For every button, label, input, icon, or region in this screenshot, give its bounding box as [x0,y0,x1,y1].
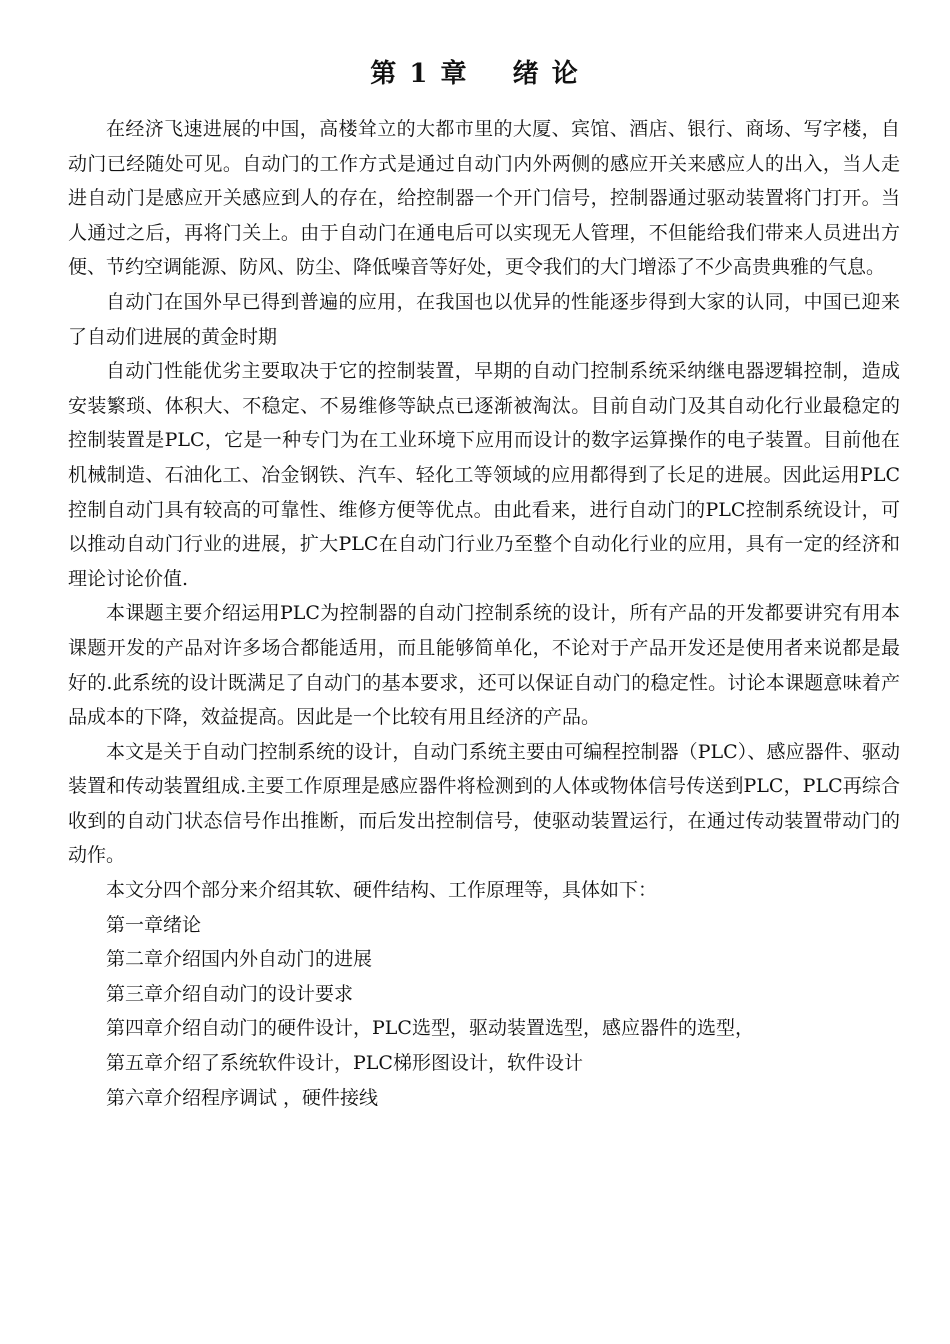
outline-item: 第六章介绍程序调试 ，硬件接线 [106,1086,379,1109]
outline-item: 第一章绪论 [106,913,202,936]
paragraph-topic-purpose: 本课题主要介绍运用PLC为控制器的自动门控制系统的设计，所有产品的开发都要讲究有用本课题开发的产品对许多场合都能适用，而且能够简单化，不论对于产品开发还是使用者来说都是最好的.此系统的设计既满足了自动门的基本要求，还可以保证自动门的稳定性。讨论本课题意味着产品成本的下降，效益提高。因此是一个比较有用且经济的产品。 [68,602,900,729]
outline-item: 第三章介绍自动门的设计要求 [106,982,354,1005]
paragraph-intro: 在经济飞速进展的中国，高楼耸立的大都市里的大厦、宾馆、酒店、银行、商场、写字楼，自动门已经随处可见。自动门的工作方式是通过自动门内外两侧的感应开关来感应人的出入，当人走进自动门是感应开关感应到人的存在，给控制器一个开门信号，控制器通过驱动装置将门打开。当人通过之后，再将门关上。由于自动门在通电后可以实现无人管理，不但能给我们带来人员进出方便、节约空调能源、防风、防尘、降低噪音等好处，更令我们的大门增添了不少高贵典雅的气息。 [68,118,900,279]
chapter-title: 第 1 章 绪 论 [370,59,580,89]
paragraph-system-overview: 本文是关于自动门控制系统的设计，自动门系统主要由可编程控制器（PLC）、感应器件、驱动装置和传动装置组成.主要工作原理是感应器件将检测到的人体或物体信号传送到PLC，PLC再综合收到的自动门状态信号作出推断，而后发出控制信号，使驱动装置运行，在通过传动装置带动门的动作。 [68,740,900,867]
chapter-body [68,112,900,1115]
paragraph-domestic-adoption: 自动门在国外早已得到普遍的应用，在我国也以优异的性能逐步得到大家的认同，中国已迎来了自动们进展的黄金时期 [68,290,900,348]
outline-item: 第二章介绍国内外自动门的进展 [106,948,373,971]
outline-item: 第五章介绍了系统软件设计，PLC梯形图设计，软件设计 [106,1052,583,1075]
outline-item: 第四章介绍自动门的硬件设计，PLC选型，驱动装置选型，感应器件的选型， [106,1017,754,1040]
chapter-outline [68,873,900,1115]
paragraph-control-device: 自动门性能优劣主要取决于它的控制装置，早期的自动门控制系统采纳继电器逻辑控制，造成安装繁琐、体积大、不稳定、不易维修等缺点已逐渐被淘汰。目前自动门及其自动化行业最稳定的控制装置是PLC，它是一种专门为在工业环境下应用而设计的数字运算操作的电子装置。目前他在机械制造、石油化工、冶金钢铁、汽车、轻化工等领域的应用都得到了长足的进展。因此运用PLC控制自动门具有较高的可靠性、维修方便等优点。由此看来，进行自动门的PLC控制系统设计，可以推动自动门行业的进展，扩大PLC在自动门行业乃至整个自动化行业的应用，具有一定的经济和理论讨论价值. [68,360,900,590]
outline-intro: 本文分四个部分来介绍其软、硬件结构、工作原理等，具体如下： [106,879,658,902]
